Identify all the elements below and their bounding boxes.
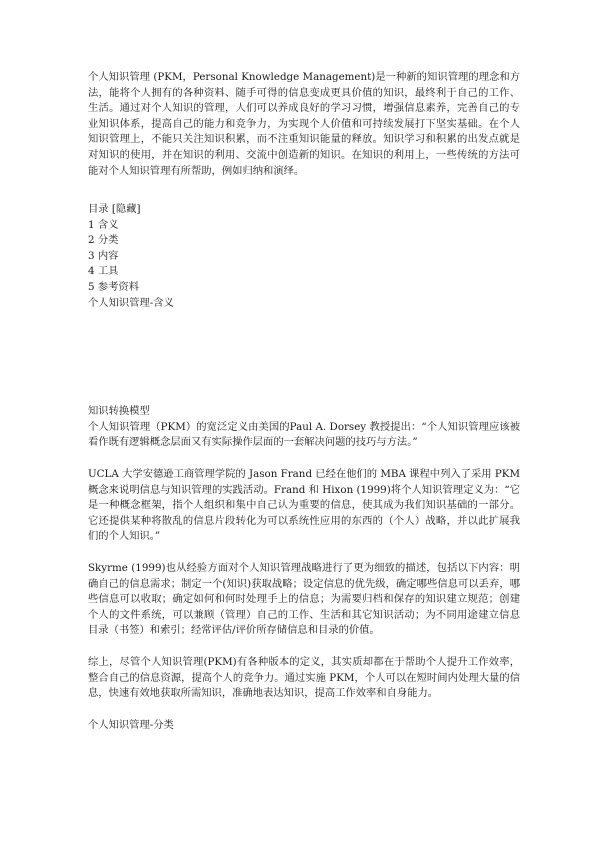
paragraph-frand: UCLA 大学安德逊工商管理学院的 Jason Frand 已经在他们的 MBA 课程中列入了采用 PKM 概念来说明信息与知识管理的实践活动。Frand 和 Hixon (1999)将个人知识管理定义为：“它是一种概念框架，指个人组织和集中自己认为重要的信息，使其成为我们知识基础的一部分。它还提供某种将散乱的信息片段转化为可以系统性应用的东西的（个人）战略，并以此扩展我们的个人知识。” [88,468,520,543]
toc-item-content[interactable]: 3 内容 [88,249,119,262]
section-heading-meaning: 个人知识管理-含义 [88,296,174,309]
toc-heading[interactable]: 目录 [隐藏] [88,203,141,215]
toc-item-classification[interactable]: 2 分类 [88,234,119,247]
intro-paragraph: 个人知识管理 (PKM，Personal Knowledge Management)是一种新的知识管理的理念和方法，能将个人拥有的各种资料、随手可得的信息变成更具价值的知识，最终利于自己的工作、生活。通过对个人知识的管理，人们可以养成良好的学习习惯，增强信息素养，完善自己的专业知识体系，提高自己的能力和竞争力，为实现个人价值和可持续发展打下坚实基础。在个人知识管理上，不能只关注知识积累，而不注重知识能量的释放。知识学习和积累的出发点就是对知识的使用，并在知识的利用、交流中创造新的知识。在知识的利用上，一些传统的方法可能对个人知识管理有所帮助，例如归纳和演绎。 [88,71,520,177]
paragraph-summary: 综上，尽管个人知识管理(PKM)有各种版本的定义，其实质却都在于帮助个人提升工作效率，整合自己的信息资源，提高个人的竞争力。通过实施 PKM，个人可以在短时间内处理大量的信息，快速有效地获取所需知识，准确地表达知识，提高工作效率和自身能力。 [88,656,520,700]
toc-item-meaning[interactable]: 1 含义 [88,218,119,231]
paragraph-dorsey: 个人知识管理（PKM）的宽泛定义由美国的Paul A. Dorsey 教授提出：“个人知识管理应该被看作既有逻辑概念层面又有实际操作层面的一套解决问题的技巧与方法。” [88,420,520,449]
toc-item-references[interactable]: 5 参考资料 [88,281,140,293]
section-heading-classification: 个人知识管理-分类 [88,719,174,731]
figure-caption: 知识转换模型 [88,405,150,417]
toc-item-tools[interactable]: 4 工具 [88,265,119,278]
paragraph-skyrme: Skyrme (1999)也从经验方面对个人知识管理战略进行了更为细致的描述，包括以下内容：明确自己的信息需求；制定一个(知识)获取战略；设定信息的优先级，确定哪些信息可以丢弃，哪些信息可以收取；确定如何和何时处理手上的信息；为需要归档和保存的知识建立规范；创建个人的文件系统，可以兼顾（管理）自己的工作、生活和其它知识活动；为不同用途建立信息目录（书签）和索引；经常评估/评价所存储信息和目录的价值。 [88,562,520,637]
